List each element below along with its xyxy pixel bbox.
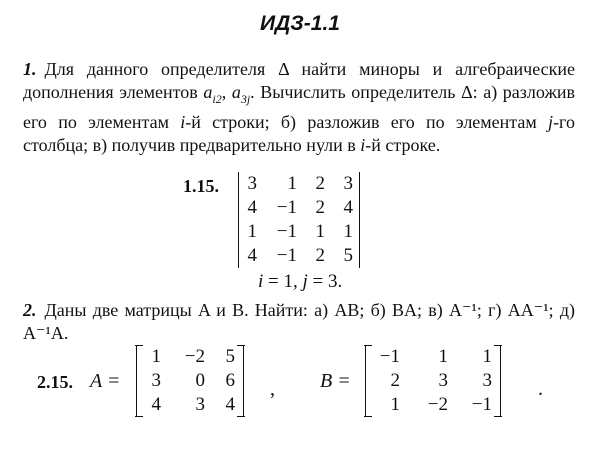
matrix-cell: 4 [343,197,353,218]
task-1-number: 1. [23,59,37,79]
matrix-row [374,345,492,369]
matrix-cell: 1 [287,173,297,194]
matrix-row [374,393,492,417]
matrix-cell: 3 [482,370,492,391]
matrix-cell: −1 [379,346,400,367]
matrix-cell: −1 [276,245,297,266]
bracket-tick [364,345,372,346]
matrix-cell: 1 [151,346,161,367]
matrix-cell: 4 [151,394,161,415]
matrix-cell: 2 [315,173,325,194]
task-1-part1: Для данного определителя Δ найти миноры и алгебраические дополнения элементов [23,59,575,102]
task-1-part3: -й строки; б) разложив его по элементам [185,111,549,132]
matrix-end: . [538,378,543,400]
matrix-a [136,345,244,417]
matrix-separator: , [270,378,275,400]
matrix-cell: 4 [247,245,257,266]
task-2-number: 2. [23,300,37,320]
matrix-row [374,369,492,393]
bracket-tick [135,416,143,417]
matrix-cell: 1 [247,221,257,242]
task-1-text: 1. Для данного определителя Δ найти миноры и алгебраические дополнения элементов $a_{i2}$, $a_{3j}$. Вычислить определитель Δ: а) разложив его по элементам i-й строки; б) разложив его по элементам j-го столбца; в) получив предварительно нули в i-й строке. [23,59,576,155]
bracket-tick [135,345,143,346]
matrix-cell: −1 [276,221,297,242]
matrix-cell: 6 [225,370,235,391]
determinant-1-15 [238,172,360,268]
matrix-cell: −1 [276,197,297,218]
matrix-cell: 3 [195,394,205,415]
bracket-tick [237,345,245,346]
bracket-tick [237,416,245,417]
matrix-cell: 2 [315,245,325,266]
matrix-cell: 3 [343,173,353,194]
task-2-text [23,299,575,345]
matrix-cell: 4 [225,394,235,415]
matrix-cell: 5 [225,346,235,367]
problem-1-15-condition: i = 1, j = 3. [258,271,343,292]
task-2-body: Даны две матрицы A и B. Найти: а) AB; б) BA; в) A⁻¹; г) AA⁻¹; д) A⁻¹A. [23,300,575,343]
matrix-cell: 1 [390,394,400,415]
task-1-part2: . Вычислить определитель Δ: а) разложив его по элементам [23,82,576,132]
matrix-b-label: B = [320,370,351,392]
matrix-cell: 3 [247,173,257,194]
task-1-part5: -й строке. [365,134,441,155]
matrix-row [245,196,353,220]
matrix-cell: 3 [151,370,161,391]
matrix-row [145,345,235,369]
element-a-i2: $a_{i2}$ [203,82,222,106]
matrix-cell: 1 [482,346,492,367]
matrix-row [245,172,353,196]
bracket-tick [494,345,502,346]
matrix-cell: 4 [247,197,257,218]
matrix-cell: 5 [343,245,353,266]
matrix-a-label: A = [90,370,121,392]
matrix-row [145,369,235,393]
matrix-cell: −2 [427,394,448,415]
bracket-tick [494,416,502,417]
problem-2-15-label: 2.15. [37,372,73,392]
matrix-cell: 2 [315,197,325,218]
element-a-3j: $a_{3j}$ [231,82,251,106]
matrix-cell: 1 [343,221,353,242]
task-1-part4: -го столбца; в) получив предварительно нули в [23,111,575,155]
page-title: ИДЗ-1.1 [260,12,340,35]
matrix-cell: 0 [195,370,205,391]
matrix-cell: −2 [184,346,205,367]
matrix-row [145,393,235,417]
matrix-cell: −1 [471,394,492,415]
matrix-row [245,244,353,268]
matrix-row [245,220,353,244]
matrix-cell: 1 [315,221,325,242]
matrix-cell: 3 [438,370,448,391]
matrix-cell: 1 [438,346,448,367]
problem-1-15-label: 1.15. [183,176,219,196]
matrix-cell: 2 [390,370,400,391]
bracket-tick [364,416,372,417]
matrix-b [365,345,501,417]
